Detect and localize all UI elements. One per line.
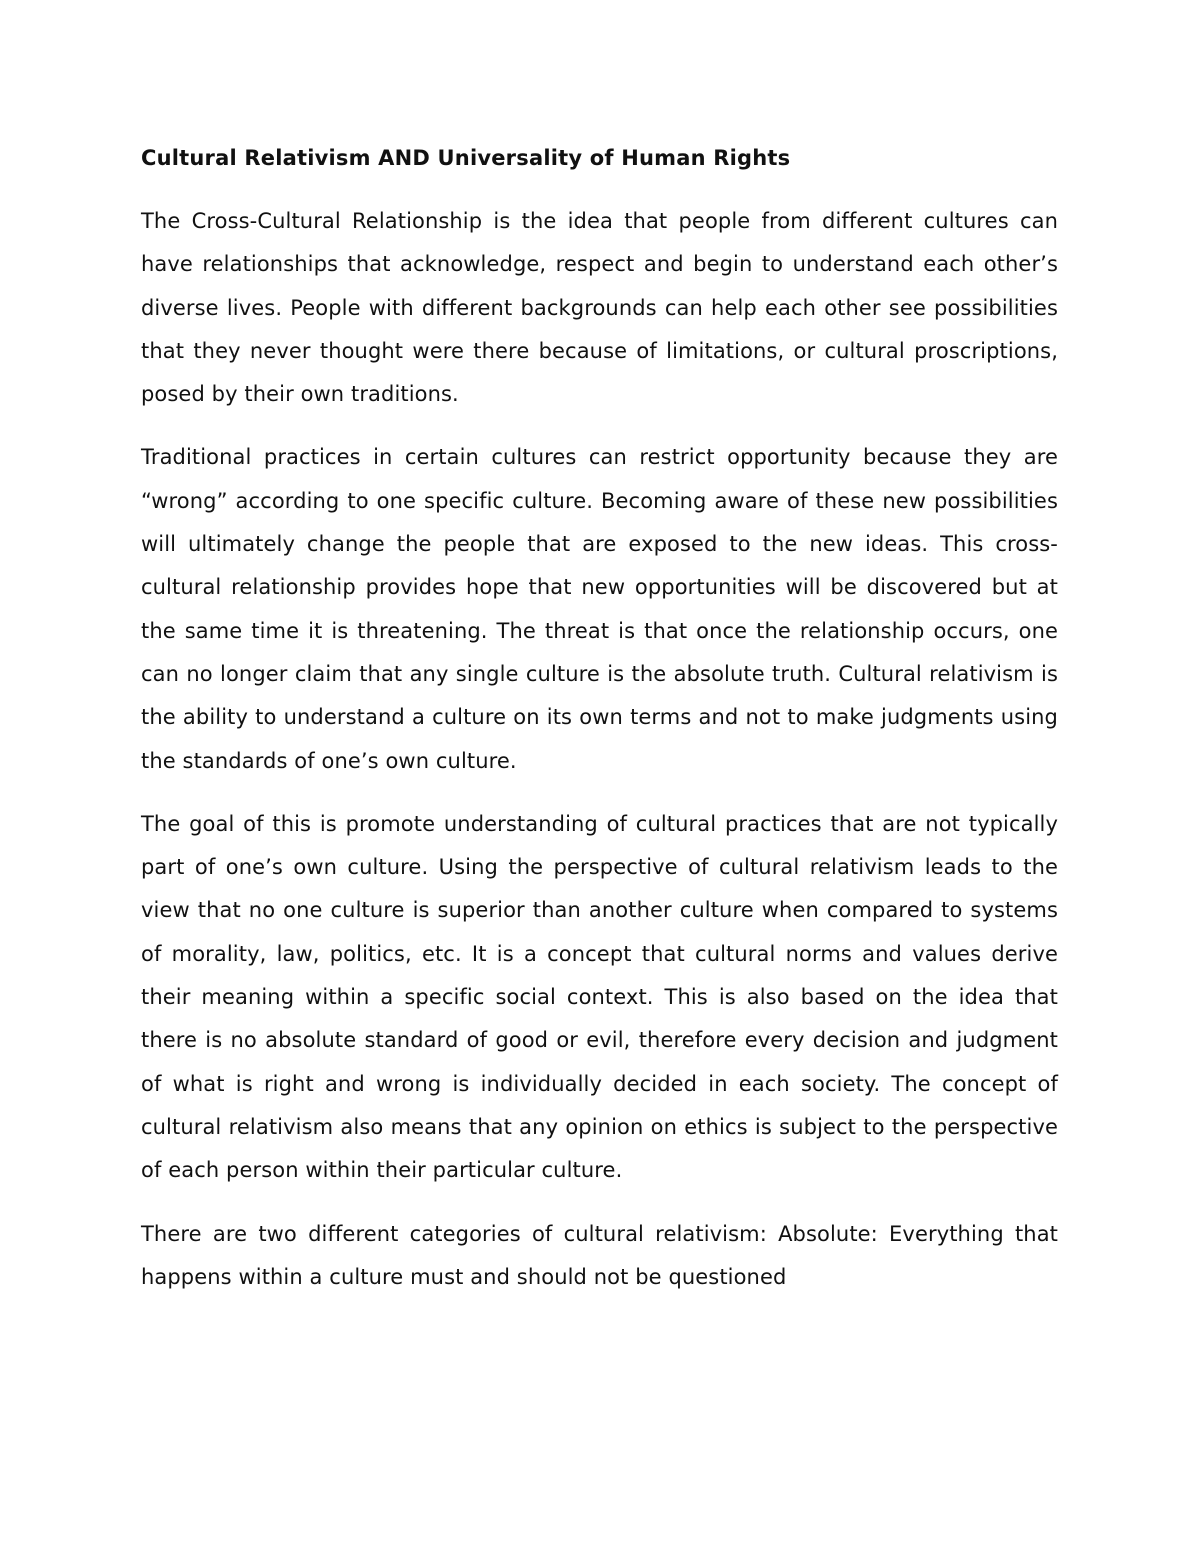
paragraph-goal: The goal of this is promote understanding of cultural practices that are not typically part of one’s own culture. Using the perspective of cultural relativism leads to the view that no one culture is superior than another culture when compared to systems of morality, law, politics, etc. It is a concept that cultural norms and values derive their meaning within a specific social context. This is also based on the idea that there is no absolute standard of good or evil, therefore every decision and judgment of what is right and wrong is individually decided in each society. The concept of cultural relativism also means that any opinion on ethics is subject to the perspective of each person within their particular culture. xyxy=(141,811,1058,1183)
document-title: Cultural Relativism AND Universality of Human Rights xyxy=(141,146,791,170)
paragraph-traditional-practices: Traditional practices in certain cultures can restrict opportunity because they are “wrong” according to one specific culture. Becoming aware of these new possibilities will ultimately change the people that are exposed to the new ideas. This cross-cultural relationship provides hope that new opportunities will be discovered but at the same time it is threatening. The threat is that once the relationship occurs, one can no longer claim that any single culture is the absolute truth. Cultural relativism is the ability to understand a culture on its own terms and not to make judgments using the standards of one’s own culture. xyxy=(141,445,1058,773)
document-body xyxy=(141,140,1058,1319)
paragraph-categories: There are two different categories of cultural relativism: Absolute: Everything that happens within a culture must and should not be questioned xyxy=(141,1221,1058,1289)
paragraph-cross-cultural: The Cross-Cultural Relationship is the idea that people from different cultures can have relationships that acknowledge, respect and begin to understand each other’s diverse lives. People with different backgrounds can help each other see possibilities that they never thought were there because of limitations, or cultural proscriptions, posed by their own traditions. xyxy=(141,209,1058,407)
